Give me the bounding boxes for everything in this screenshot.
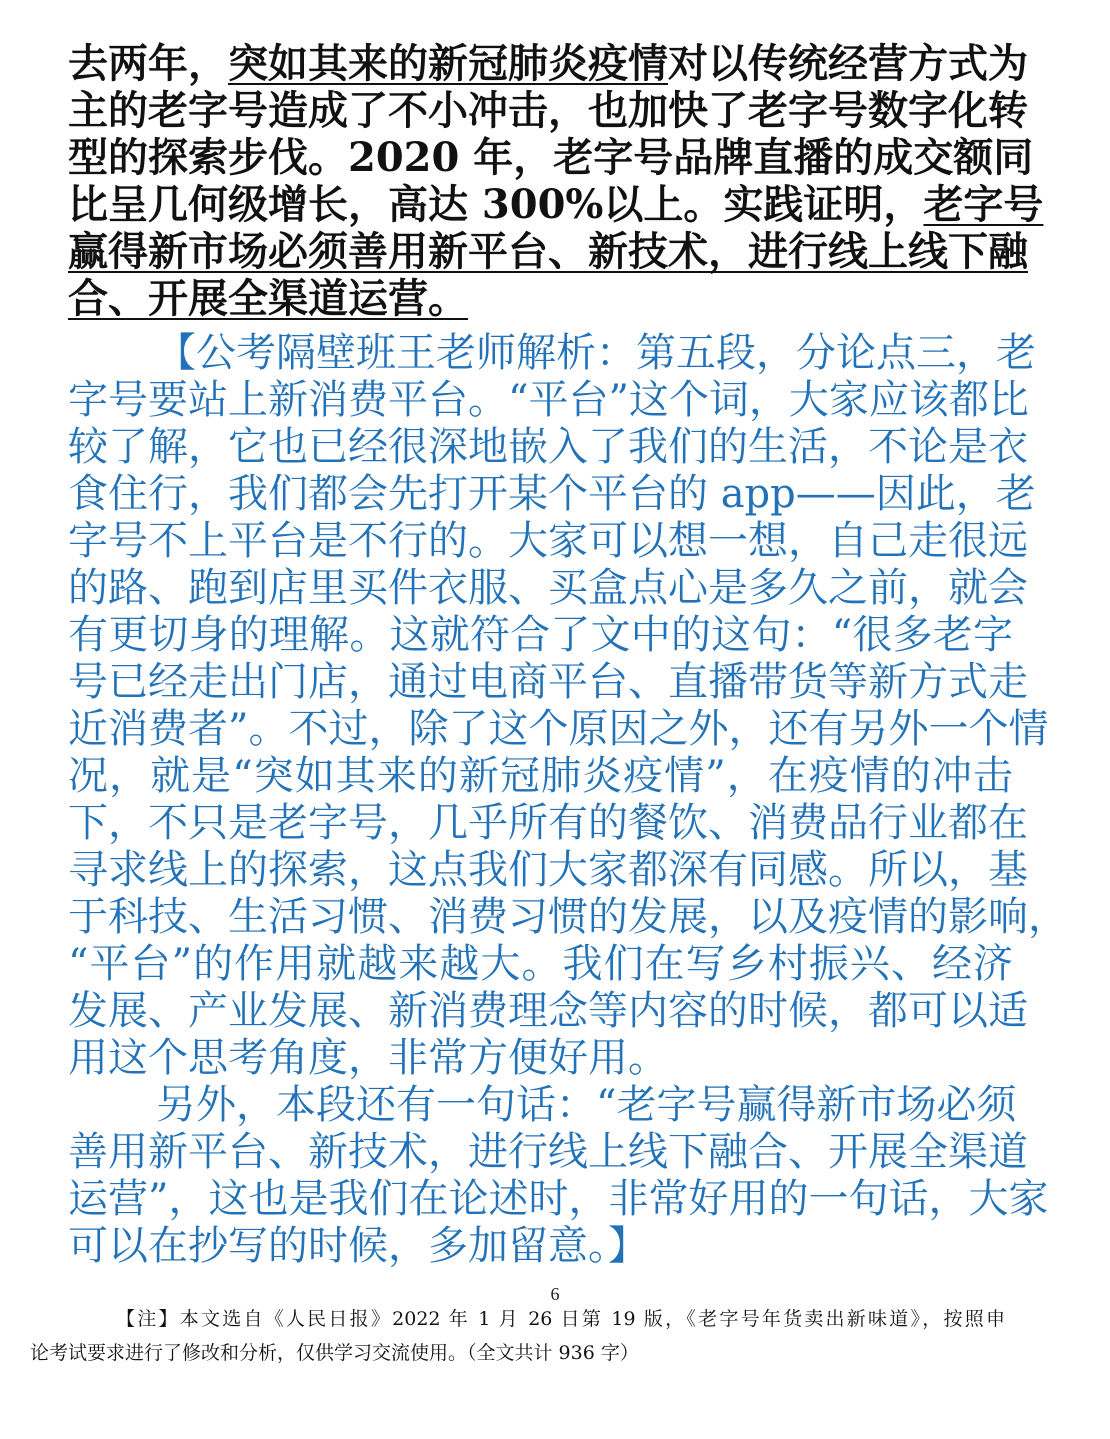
footnote xyxy=(30,1302,1005,1370)
main-line-4-start: 比呈几何级增长，高达 300%以上。实践证明， xyxy=(68,181,924,228)
main-line-2: 主的老字号造成了不小冲击，也加快了老字号数字化转 xyxy=(68,87,1028,134)
analysis-line: 近消费者”。不过，除了这个原因之外，还有另外一个情 xyxy=(68,706,1049,752)
analysis-line: 况，就是“突如其来的新冠肺炎疫情”，在疫情的冲击 xyxy=(68,753,1013,799)
footnote-line-2: 论考试要求进行了修改和分析，仅供学习交流使用。（全文共计 936 字） xyxy=(30,1342,639,1364)
main-paragraph xyxy=(68,40,1044,322)
analysis-line: 发展、产业发展、新消费理念等内容的时候，都可以适 xyxy=(68,988,1028,1034)
analysis-line: 善用新平台、新技术，进行线上线下融合、开展全渠道 xyxy=(68,1129,1028,1175)
analysis-line: 字号不上平台是不行的。大家可以想一想，自己走很远 xyxy=(68,518,1028,564)
footnote-line-1: 【注】本文选自《人民日报》2022 年 1 月 26 日第 19 版，《老字号年货卖出新味道》，按照申 xyxy=(116,1308,1005,1330)
analysis-line: 较了解，它也已经很深地嵌入了我们的生活，不论是衣 xyxy=(68,424,1028,470)
main-line-6: 合、开展全渠道运营。 xyxy=(68,275,468,322)
analysis-line: 寻求线上的探索，这点我们大家都深有同感。所以，基 xyxy=(68,847,1028,893)
page-number: 6 xyxy=(550,1284,560,1304)
analysis-line: 的路、跑到店里买件衣服、买盒点心是多久之前，就会 xyxy=(68,565,1028,611)
main-line-3: 型的探索步伐。2020 年，老字号品牌直播的成交额同 xyxy=(68,134,1034,181)
underlined-phrase-conclusion-start: 老字号 xyxy=(923,181,1044,228)
analysis-line: 于科技、生活习惯、消费习惯的发展，以及疫情的影响， xyxy=(68,894,1068,940)
analysis-line: 字号要站上新消费平台。“平台”这个词，大家应该都比 xyxy=(68,377,1029,423)
analysis-line: 下，不只是老字号，几乎所有的餐饮、消费品行业都在 xyxy=(68,800,1028,846)
analysis-line: 另外，本段还有一句话：“老字号赢得新市场必须 xyxy=(156,1082,1017,1128)
main-line-1 xyxy=(68,40,1028,87)
analysis-line: 可以在抄写的时候，多加留意。】 xyxy=(68,1223,648,1269)
analysis-line: 【公考隔壁班王老师解析：第五段，分论点三，老 xyxy=(156,330,1036,376)
main-line-1-end: 对以传统经营方式为 xyxy=(668,40,1028,87)
analysis-line: 用这个思考角度，非常方便好用。 xyxy=(68,1035,668,1081)
analysis-line: 运营”，这也是我们在论述时，非常好用的一句话，大家 xyxy=(68,1176,1049,1222)
analysis-paragraph xyxy=(68,330,1068,1270)
analysis-line: 食住行，我们都会先打开某个平台的 app——因此，老 xyxy=(68,471,1036,517)
main-line-5: 赢得新市场必须善用新平台、新技术，进行线上线下融 xyxy=(68,228,1028,275)
analysis-line: 号已经走出门店，通过电商平台、直播带货等新方式走 xyxy=(68,659,1028,705)
main-line-4 xyxy=(68,181,1044,228)
main-line-1-start: 去两年， xyxy=(68,40,228,87)
underlined-phrase-epidemic: 突如其来的新冠肺炎疫情 xyxy=(228,40,668,87)
analysis-line: 有更切身的理解。这就符合了文中的这句：“很多老字 xyxy=(68,612,1013,658)
analysis-line: “平台”的作用就越来越大。我们在写乡村振兴、经济 xyxy=(68,941,1013,987)
